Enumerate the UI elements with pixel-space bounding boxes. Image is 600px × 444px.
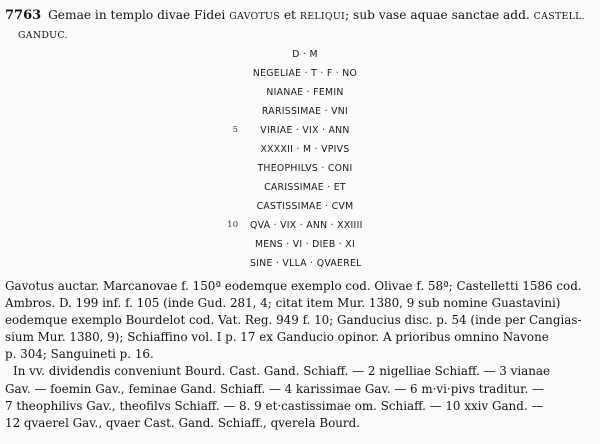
commentary-line-4: sium Mur. 1380, 9); Schiaffino vol. I p. 17 ex Ganducio opinor. A prioribus omnino Navone bbox=[5, 330, 549, 345]
header-smallcaps-3: CASTELL. bbox=[533, 11, 585, 22]
inscription-line-9: CASTISSIMAE · CVM bbox=[256, 201, 354, 212]
commentary-line-2: Ambros. D. 199 inf. f. 105 (inde Gud. 281, 4; citat item Mur. 1380, 9 sub nomine Guastavini) bbox=[5, 296, 561, 311]
header-text-2: et bbox=[283, 8, 296, 22]
entry-header bbox=[5, 6, 593, 45]
inscription-line-4: RARISSIMAE · VNI bbox=[261, 106, 349, 117]
inscription-line-6: XXXXII · M · VPIVS bbox=[260, 144, 350, 155]
line-number-10: 10 bbox=[227, 220, 238, 230]
inscription-line-8: CARISSIMAE · ET bbox=[264, 182, 346, 193]
commentary-line-5: p. 304; Sanguineti p. 16. bbox=[5, 347, 154, 362]
inscription-line-11: MENS · VI · DIEB · XI bbox=[254, 239, 355, 250]
commentary-block bbox=[5, 278, 593, 432]
inscription-line-3: NIANAE · FEMIN bbox=[266, 87, 344, 98]
commentary-line-6: In vv. dividendis conveniunt Bourd. Cast. Gand. Schiaff. — 2 nigelliae Schiaff. — 3 vianae bbox=[13, 364, 550, 379]
entry-number: 7763 bbox=[5, 8, 42, 23]
inscription-block bbox=[0, 49, 600, 285]
header-smallcaps-4: GANDUC. bbox=[18, 30, 68, 41]
commentary-line-9: 12 qvaerel Gav., qvaer Cast. Gand. Schiaff., qverela Bourd. bbox=[5, 415, 360, 430]
inscription-line-5: VIRIAE · VIX · ANN bbox=[260, 125, 350, 136]
header-text-3: ; sub vase aquae sanctae add. bbox=[345, 8, 530, 22]
commentary-line-8: 7 theophilivs Gav., theofilvs Schiaff. — 8. 9 et·castissimae om. Schiaff. — 10 xxiv Gand. — bbox=[5, 398, 544, 413]
inscription-line-1: D · M bbox=[292, 49, 318, 60]
inscription-line-7: THEOPHILVS · CONI bbox=[257, 163, 353, 174]
inscription-line-10: QVA · VIX · ANN · XXIIII bbox=[250, 220, 363, 231]
header-text-1: Gemae in templo divae Fidei bbox=[48, 8, 226, 22]
header-smallcaps-1: GAVOTUS bbox=[229, 11, 280, 22]
inscription-line-12: SINE · VLLA · QVAEREL bbox=[250, 258, 362, 269]
header-smallcaps-2: RELIQUI bbox=[299, 11, 346, 22]
commentary-line-7: Gav. — foemin Gav., feminae Gand. Schiaff. — 4 karissimae Gav. — 6 m·vi·pivs traditur. — bbox=[5, 381, 544, 396]
line-number-5: 5 bbox=[232, 125, 238, 135]
inscription-line-2: NEGELIAE · T · F · NO bbox=[252, 68, 358, 79]
commentary-line-3: eodemque exemplo Bourdelot cod. Vat. Reg. 949 f. 10; Ganducius disc. p. 54 (inde per Cangias- bbox=[5, 313, 582, 328]
commentary-line-1: Gavotus auctar. Marcanovae f. 150ª eodemque exemplo cod. Olivae f. 58ª; Castelletti 1586 cod. bbox=[5, 279, 582, 293]
